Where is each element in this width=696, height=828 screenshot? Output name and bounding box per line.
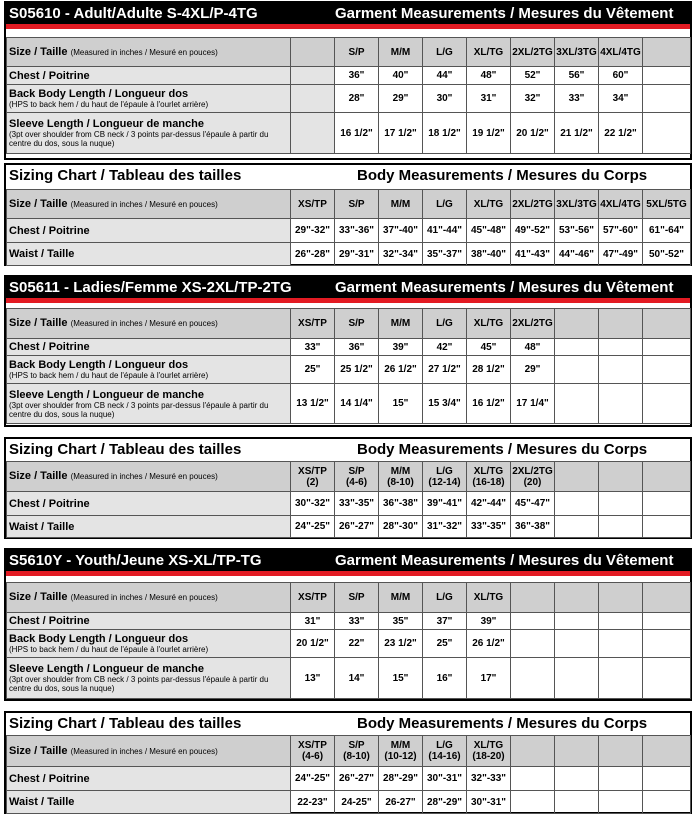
value-cell (291, 113, 335, 154)
size-cell: 5XL/5TG (643, 190, 691, 219)
value-cell: 37"-40" (379, 219, 423, 243)
value-cell (555, 356, 599, 384)
s3-sizing-block (4, 711, 692, 814)
value-cell: 24"-25" (291, 767, 335, 791)
size-cell: XS/TP (291, 309, 335, 339)
size-cell (555, 309, 599, 339)
value-cell: 21 1/2" (555, 113, 599, 154)
value-cell: 49"-52" (511, 219, 555, 243)
value-cell (555, 630, 599, 658)
s3-garment-table (6, 582, 691, 699)
size-cell: 3XL/3TG (555, 38, 599, 67)
value-cell (643, 767, 691, 791)
value-cell: 48" (467, 67, 511, 85)
s3-garment-heading: Garment Measurements / Mesures du Vêtement (335, 552, 674, 569)
s1-garment-table (6, 37, 691, 154)
s1-sizing-title: Sizing Chart / Tableau des tailles (9, 167, 242, 184)
value-cell (643, 658, 691, 699)
s3-sizing-title: Sizing Chart / Tableau des tailles (9, 715, 242, 732)
s2-product-title: S05611 - Ladies/Femme XS-2XL/TP-2TG (9, 279, 292, 296)
size-cell: S/P (335, 38, 379, 67)
value-cell: 29" (511, 356, 555, 384)
value-cell: 47"-49" (599, 243, 643, 266)
value-cell: 36" (335, 67, 379, 85)
size-cell (643, 462, 691, 492)
value-cell (511, 658, 555, 699)
s2-sizing-table (6, 461, 691, 538)
value-cell: 40" (379, 67, 423, 85)
row-label: Back Body Length / Longueur dos (HPS to back hem / du haut de l'épaule à l'ourlet arrière) (7, 356, 291, 384)
size-cell: 2XL/2TG (511, 309, 555, 339)
s1-product-title: S05610 - Adult/Adulte S-4XL/P-4TG (9, 5, 258, 22)
value-cell: 28" (335, 85, 379, 113)
table-row (7, 356, 691, 384)
s3-garment-block (4, 548, 692, 701)
value-cell (643, 339, 691, 356)
row-label: Waist / Taille (7, 791, 291, 814)
row-label: Chest / Poitrine (7, 67, 291, 85)
value-cell: 25" (423, 630, 467, 658)
value-cell (511, 630, 555, 658)
size-cell: 4XL/4TG (599, 190, 643, 219)
value-cell: 30"-31" (423, 767, 467, 791)
value-cell (599, 658, 643, 699)
value-cell: 36"-38" (379, 492, 423, 516)
value-cell: 22" (335, 630, 379, 658)
value-cell: 45" (467, 339, 511, 356)
value-cell: 16" (423, 658, 467, 699)
table-row (7, 67, 691, 85)
value-cell: 14" (335, 658, 379, 699)
s2-red-bar (6, 298, 690, 303)
s1-red-bar (6, 24, 690, 29)
size-cell (643, 38, 691, 67)
value-cell (643, 630, 691, 658)
value-cell: 17 1/4" (511, 384, 555, 424)
value-cell (291, 85, 335, 113)
table-row (7, 384, 691, 424)
value-cell (599, 492, 643, 516)
size-cell: 4XL/4TG (599, 38, 643, 67)
size-cell: 3XL/3TG (555, 190, 599, 219)
value-cell (643, 613, 691, 630)
size-cell: XS/TP (2) (291, 462, 335, 492)
value-cell: 34" (599, 85, 643, 113)
value-cell: 20 1/2" (511, 113, 555, 154)
value-cell: 37" (423, 613, 467, 630)
size-label-cell: Size / Taille (Measured in inches / Mesuré en pouces) (7, 309, 291, 339)
size-cell (555, 583, 599, 613)
size-cell: XL/TG (467, 190, 511, 219)
value-cell: 20 1/2" (291, 630, 335, 658)
size-cell (599, 583, 643, 613)
table-row (7, 583, 691, 613)
value-cell (599, 791, 643, 814)
size-cell (511, 736, 555, 767)
row-label: Back Body Length / Longueur dos (HPS to back hem / du haut de l'épaule à l'ourlet arrière) (7, 85, 291, 113)
value-cell: 28"-30" (379, 516, 423, 538)
value-cell (643, 791, 691, 814)
s2-garment-block (4, 275, 692, 427)
value-cell (643, 67, 691, 85)
s2-sizing-title-bar (6, 439, 690, 460)
s3-product-title: S5610Y - Youth/Jeune XS-XL/TP-TG (9, 552, 262, 569)
value-cell: 26"-27" (335, 767, 379, 791)
value-cell (599, 516, 643, 538)
value-cell: 39"-41" (423, 492, 467, 516)
size-cell: L/G (423, 583, 467, 613)
value-cell: 60" (599, 67, 643, 85)
size-cell (599, 736, 643, 767)
size-cell: XL/TG (18-20) (467, 736, 511, 767)
size-cell: L/G (423, 309, 467, 339)
table-row (7, 309, 691, 339)
value-cell: 38"-40" (467, 243, 511, 266)
value-cell (599, 630, 643, 658)
value-cell: 29" (379, 85, 423, 113)
size-cell: S/P (335, 583, 379, 613)
s2-body-heading: Body Measurements / Mesures du Corps (357, 441, 648, 458)
s2-garment-heading: Garment Measurements / Mesures du Vêtement (335, 279, 674, 296)
table-row (7, 767, 691, 791)
value-cell (599, 384, 643, 424)
value-cell: 27 1/2" (423, 356, 467, 384)
value-cell: 25 1/2" (335, 356, 379, 384)
size-cell (599, 309, 643, 339)
value-cell: 30" (423, 85, 467, 113)
table-row (7, 516, 691, 538)
size-cell: XL/TG (467, 309, 511, 339)
size-label-cell: Size / Taille (Measured in inches / Mesuré en pouces) (7, 736, 291, 767)
row-label: Waist / Taille (7, 516, 291, 538)
value-cell (555, 658, 599, 699)
value-cell: 39" (467, 613, 511, 630)
value-cell: 22-23" (291, 791, 335, 814)
size-cell: XS/TP (4-6) (291, 736, 335, 767)
value-cell (555, 767, 599, 791)
table-row (7, 339, 691, 356)
size-label-cell: Size / Taille (Measured in inches / Mesuré en pouces) (7, 190, 291, 219)
value-cell: 32"-34" (379, 243, 423, 266)
value-cell: 25" (291, 356, 335, 384)
value-cell: 50"-52" (643, 243, 691, 266)
value-cell: 17" (467, 658, 511, 699)
value-cell: 33"-35" (467, 516, 511, 538)
value-cell: 42"-44" (467, 492, 511, 516)
value-cell (291, 67, 335, 85)
value-cell: 26 1/2" (467, 630, 511, 658)
s2-sizing-block (4, 437, 692, 539)
value-cell: 13 1/2" (291, 384, 335, 424)
value-cell (643, 384, 691, 424)
value-cell (599, 356, 643, 384)
value-cell: 13" (291, 658, 335, 699)
row-label: Chest / Poitrine (7, 613, 291, 630)
value-cell: 30"-31" (467, 791, 511, 814)
value-cell: 29"-32" (291, 219, 335, 243)
value-cell (599, 613, 643, 630)
value-cell: 48" (511, 339, 555, 356)
value-cell: 45"-47" (511, 492, 555, 516)
value-cell: 26-27" (379, 791, 423, 814)
value-cell: 14 1/4" (335, 384, 379, 424)
row-label: Chest / Poitrine (7, 339, 291, 356)
value-cell: 33" (335, 613, 379, 630)
table-row (7, 658, 691, 699)
size-cell: XL/TG (16-18) (467, 462, 511, 492)
row-label: Back Body Length / Longueur dos (HPS to back hem / du haut de l'épaule à l'ourlet arrière) (7, 630, 291, 658)
size-cell: 2XL/2TG (511, 190, 555, 219)
value-cell: 16 1/2" (467, 384, 511, 424)
value-cell: 15" (379, 384, 423, 424)
value-cell (555, 791, 599, 814)
s1-title-bar (6, 3, 690, 24)
value-cell: 31"-32" (423, 516, 467, 538)
value-cell: 33"-35" (335, 492, 379, 516)
value-cell (643, 113, 691, 154)
value-cell: 19 1/2" (467, 113, 511, 154)
s1-garment-block (4, 1, 692, 160)
table-row (7, 38, 691, 67)
row-label: Sleeve Length / Longueur de manche (3pt over shoulder from CB neck / 3 points par-dessus l'épaule à partir du centre du dos, sous la nuque) (7, 384, 291, 424)
size-cell: L/G (423, 190, 467, 219)
value-cell: 61"-64" (643, 219, 691, 243)
size-cell (555, 736, 599, 767)
s3-red-bar (6, 571, 690, 576)
value-cell: 31" (291, 613, 335, 630)
row-label: Chest / Poitrine (7, 767, 291, 791)
s3-body-heading: Body Measurements / Mesures du Corps (357, 715, 648, 732)
value-cell: 26"-28" (291, 243, 335, 266)
s3-sizing-table (6, 735, 691, 814)
s2-garment-table (6, 308, 691, 424)
row-label: Chest / Poitrine (7, 219, 291, 243)
value-cell: 28 1/2" (467, 356, 511, 384)
table-row (7, 462, 691, 492)
size-cell: S/P (335, 190, 379, 219)
value-cell: 16 1/2" (335, 113, 379, 154)
table-row (7, 85, 691, 113)
value-cell: 26 1/2" (379, 356, 423, 384)
size-cell (291, 38, 335, 67)
value-cell: 24"-25" (291, 516, 335, 538)
size-cell (599, 462, 643, 492)
value-cell: 45"-48" (467, 219, 511, 243)
row-label: Waist / Taille (7, 243, 291, 266)
size-cell: M/M (379, 583, 423, 613)
value-cell: 33" (555, 85, 599, 113)
s1-sizing-block (4, 163, 692, 266)
row-label: Sleeve Length / Longueur de manche (3pt over shoulder from CB neck / 3 points par-dessus l'épaule à partir du centre du dos, sous la nuque) (7, 113, 291, 154)
size-cell: S/P (4-6) (335, 462, 379, 492)
value-cell: 57"-60" (599, 219, 643, 243)
value-cell (555, 492, 599, 516)
value-cell: 41"-43" (511, 243, 555, 266)
s3-title-bar (6, 550, 690, 571)
size-cell: S/P (8-10) (335, 736, 379, 767)
value-cell: 30"-32" (291, 492, 335, 516)
size-cell: M/M (379, 190, 423, 219)
value-cell (511, 791, 555, 814)
value-cell (555, 516, 599, 538)
size-cell: 2XL/2TG (511, 38, 555, 67)
value-cell: 28"-29" (379, 767, 423, 791)
s1-sizing-table (6, 189, 691, 266)
table-row (7, 630, 691, 658)
value-cell (555, 613, 599, 630)
value-cell (599, 339, 643, 356)
table-row (7, 219, 691, 243)
size-cell: XL/TG (467, 583, 511, 613)
size-cell: M/M (8-10) (379, 462, 423, 492)
value-cell (511, 613, 555, 630)
value-cell: 32" (511, 85, 555, 113)
size-cell: XS/TP (291, 190, 335, 219)
table-row (7, 791, 691, 814)
value-cell: 35" (379, 613, 423, 630)
value-cell: 41"-44" (423, 219, 467, 243)
value-cell (599, 767, 643, 791)
table-row (7, 190, 691, 219)
value-cell: 23 1/2" (379, 630, 423, 658)
size-cell (643, 736, 691, 767)
table-row (7, 243, 691, 266)
value-cell: 42" (423, 339, 467, 356)
size-cell (643, 309, 691, 339)
table-row (7, 736, 691, 767)
value-cell (555, 339, 599, 356)
value-cell (643, 85, 691, 113)
value-cell: 35"-37" (423, 243, 467, 266)
value-cell: 28"-29" (423, 791, 467, 814)
value-cell: 52" (511, 67, 555, 85)
size-cell: L/G (14-16) (423, 736, 467, 767)
size-cell: M/M (379, 309, 423, 339)
s2-sizing-title: Sizing Chart / Tableau des tailles (9, 441, 242, 458)
size-label-cell: Size / Taille (Measured in inches / Mesuré en pouces) (7, 583, 291, 613)
value-cell: 26"-27" (335, 516, 379, 538)
value-cell: 15 3/4" (423, 384, 467, 424)
value-cell: 17 1/2" (379, 113, 423, 154)
size-cell: XL/TG (467, 38, 511, 67)
value-cell: 44" (423, 67, 467, 85)
size-cell (555, 462, 599, 492)
s1-body-heading: Body Measurements / Mesures du Corps (357, 167, 648, 184)
s3-sizing-title-bar (6, 713, 690, 734)
value-cell: 32"-33" (467, 767, 511, 791)
size-cell (511, 583, 555, 613)
size-cell: M/M (379, 38, 423, 67)
value-cell: 18 1/2" (423, 113, 467, 154)
value-cell: 22 1/2" (599, 113, 643, 154)
value-cell: 39" (379, 339, 423, 356)
value-cell (643, 492, 691, 516)
value-cell: 53"-56" (555, 219, 599, 243)
size-cell: S/P (335, 309, 379, 339)
value-cell: 44"-46" (555, 243, 599, 266)
value-cell (643, 516, 691, 538)
table-row (7, 613, 691, 630)
value-cell (555, 384, 599, 424)
s1-garment-heading: Garment Measurements / Mesures du Vêtement (335, 5, 674, 22)
value-cell: 33"-36" (335, 219, 379, 243)
size-cell: XS/TP (291, 583, 335, 613)
value-cell: 24-25" (335, 791, 379, 814)
size-cell (643, 583, 691, 613)
value-cell: 33" (291, 339, 335, 356)
size-label-cell: Size / Taille (Measured in inches / Mesuré en pouces) (7, 462, 291, 492)
row-label: Chest / Poitrine (7, 492, 291, 516)
s1-sizing-title-bar (6, 165, 690, 186)
value-cell: 29"-31" (335, 243, 379, 266)
size-cell: 2XL/2TG (20) (511, 462, 555, 492)
value-cell (511, 767, 555, 791)
table-row (7, 113, 691, 154)
value-cell: 36" (335, 339, 379, 356)
value-cell (643, 356, 691, 384)
row-label: Sleeve Length / Longueur de manche (3pt over shoulder from CB neck / 3 points par-dessus l'épaule à partir du centre du dos, sous la nuque) (7, 658, 291, 699)
value-cell: 36"-38" (511, 516, 555, 538)
table-row (7, 492, 691, 516)
size-cell: M/M (10-12) (379, 736, 423, 767)
value-cell: 56" (555, 67, 599, 85)
value-cell: 15" (379, 658, 423, 699)
size-cell: L/G (423, 38, 467, 67)
size-cell: L/G (12-14) (423, 462, 467, 492)
value-cell: 31" (467, 85, 511, 113)
s2-title-bar (6, 277, 690, 298)
size-label-cell: Size / Taille (Measured in inches / Mesuré en pouces) (7, 38, 291, 67)
